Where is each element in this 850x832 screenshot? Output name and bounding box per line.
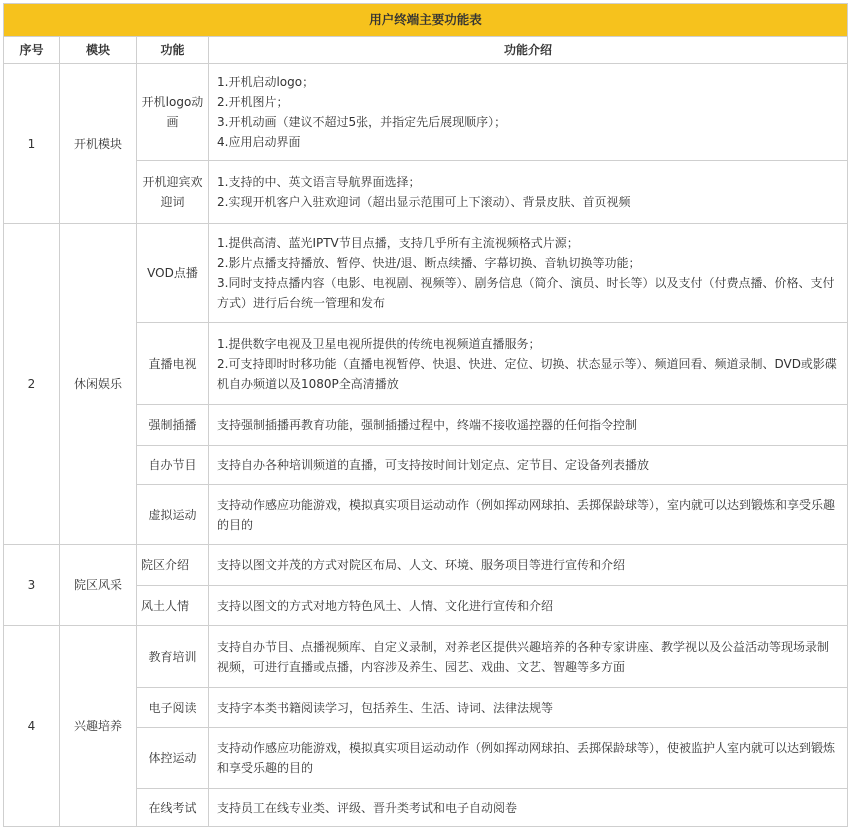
function-description bbox=[209, 446, 848, 485]
function-name: 教育培训 bbox=[137, 626, 209, 688]
description-line: 支持以图文并茂的方式对院区布局、人文、环境、服务项目等进行宣传和介绍 bbox=[217, 558, 626, 572]
description-line: 支持自办各种培训频道的直播，可支持按时间计划定点、定节目、定设备列表播放 bbox=[217, 458, 650, 472]
header-no: 序号 bbox=[4, 37, 60, 64]
module-name: 休闲娱乐 bbox=[60, 224, 137, 545]
header-function: 功能 bbox=[137, 37, 209, 64]
function-description bbox=[209, 586, 848, 626]
function-description bbox=[209, 688, 848, 728]
function-description bbox=[209, 64, 848, 161]
function-name: 在线考试 bbox=[137, 789, 209, 827]
description-line: 支持以图文的方式对地方特色风土、人情、文化进行宣传和介绍 bbox=[217, 598, 554, 613]
description-line: 支持员工在线专业类、评级、晋升类考试和电子自动阅卷 bbox=[217, 800, 518, 815]
function-table bbox=[3, 3, 848, 827]
function-name: 虚拟运动 bbox=[137, 485, 209, 545]
function-description bbox=[209, 405, 848, 446]
description-line: 2.可支持即时时移功能（直播电视暂停、快退、快进、定位、切换、状态显示等）、频道回看、频道录制、DVD或影碟机自办频道以及1080P全高清播放 bbox=[217, 356, 837, 391]
function-name: 开机迎宾欢迎词 bbox=[137, 161, 209, 224]
table-row bbox=[4, 545, 848, 586]
module-name: 兴趣培养 bbox=[60, 626, 137, 827]
table-title-row bbox=[4, 4, 848, 37]
description-line: 2.影片点播支持播放、暂停、快进/退、断点续播、字幕切换、音轨切换等功能； bbox=[217, 256, 641, 270]
function-description bbox=[209, 545, 848, 586]
function-description bbox=[209, 323, 848, 405]
function-name: 强制插播 bbox=[137, 405, 209, 446]
description-line: 1.开机启动logo； bbox=[217, 75, 315, 89]
function-name: 风土人情 bbox=[137, 586, 209, 626]
function-name: 院区介绍 bbox=[137, 545, 209, 586]
description-line: 支持强制插播再教育功能，强制插播过程中，终端不接收遥控器的任何指令控制 bbox=[217, 418, 638, 432]
description-line: 2.开机图片； bbox=[217, 95, 289, 109]
table-row bbox=[4, 64, 848, 161]
function-description bbox=[209, 728, 848, 789]
group-number: 1 bbox=[4, 64, 60, 224]
group-number: 2 bbox=[4, 224, 60, 545]
description-line: 支持字本类书籍阅读学习，包括养生、生活、诗词、法律法规等 bbox=[217, 700, 554, 715]
function-description bbox=[209, 485, 848, 545]
description-line: 支持自办节目、点播视频库、自定义录制，对养老区提供兴趣培养的各种专家讲座、教学视以及公益活动等现场录制视频，可进行直播或点播，内容涉及养生、园艺、戏曲、文艺、智趣等多方面 bbox=[217, 639, 830, 674]
header-module: 模块 bbox=[60, 37, 137, 64]
table-row bbox=[4, 224, 848, 323]
table-row bbox=[4, 626, 848, 688]
description-line: 支持动作感应功能游戏，模拟真实项目运动动作（例如挥动网球拍、丢掷保龄球等），室内就可以达到锻炼和享受乐趣的目的 bbox=[217, 497, 836, 532]
description-line: 2.实现开机客户入驻欢迎词（超出显示范围可上下滚动）、背景皮肤、首页视频 bbox=[217, 195, 631, 209]
group-number: 3 bbox=[4, 545, 60, 626]
description-line: 4.应用启动界面 bbox=[217, 135, 301, 149]
function-description bbox=[209, 224, 848, 323]
group-number: 4 bbox=[4, 626, 60, 827]
description-line: 1.支持的中、英文语言导航界面选择； bbox=[217, 175, 421, 189]
function-name: 直播电视 bbox=[137, 323, 209, 405]
function-description bbox=[209, 161, 848, 224]
table-title: 用户终端主要功能表 bbox=[4, 4, 848, 37]
function-name: 自办节目 bbox=[137, 446, 209, 485]
description-line: 1.提供数字电视及卫星电视所提供的传统电视频道直播服务； bbox=[217, 336, 541, 351]
description-line: 支持动作感应功能游戏，模拟真实项目运动动作（例如挥动网球拍、丢掷保龄球等），使被监护人室内就可以达到锻炼和享受乐趣的目的 bbox=[217, 741, 836, 775]
function-description bbox=[209, 626, 848, 688]
module-name: 开机模块 bbox=[60, 64, 137, 224]
function-name: 体控运动 bbox=[137, 728, 209, 789]
header-description: 功能介绍 bbox=[209, 37, 848, 64]
function-name: 开机logo动画 bbox=[137, 64, 209, 161]
description-line: 3.开机动画（建议不超过5张，并指定先后展现顺序）； bbox=[217, 115, 507, 129]
function-name: 电子阅读 bbox=[137, 688, 209, 728]
table-header-row bbox=[4, 37, 848, 64]
function-name: VOD点播 bbox=[137, 224, 209, 323]
description-line: 3.同时支持点播内容（电影、电视剧、视频等）、剧务信息（简介、演员、时长等）以及支付（付费点播、价格、支付方式）进行后台统一管理和发布 bbox=[217, 276, 835, 310]
module-name: 院区风采 bbox=[60, 545, 137, 626]
function-description bbox=[209, 789, 848, 827]
description-line: 1.提供高清、蓝光IPTV节目点播，支持几乎所有主流视频格式片源； bbox=[217, 236, 579, 250]
